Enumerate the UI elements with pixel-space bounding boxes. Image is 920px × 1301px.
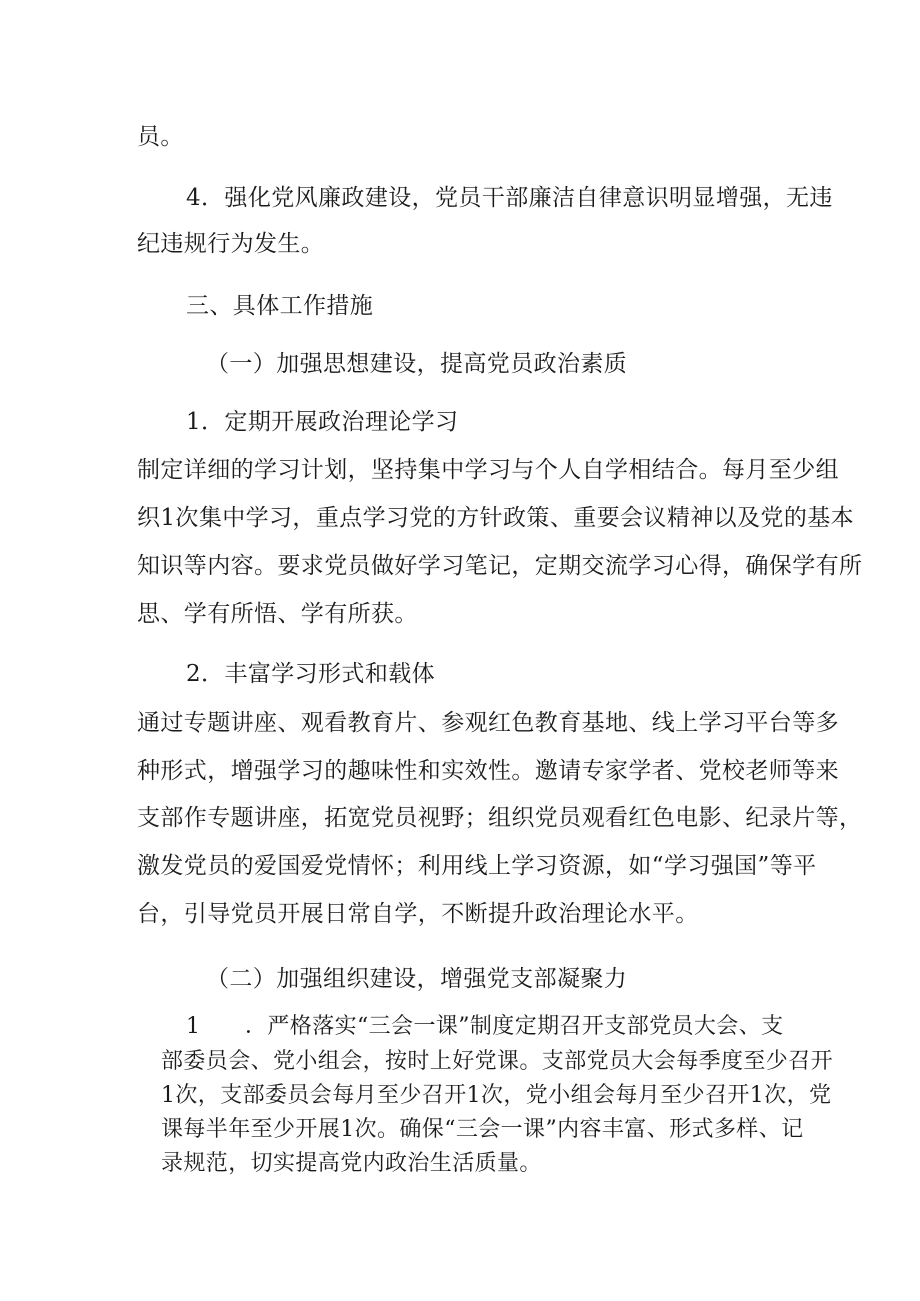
item-1-line-1: 制定详细的学习计划，坚持集中学习与个人自学相结合。每月至少组 xyxy=(137,457,839,483)
item-1-title: 1．定期开展政治理论学习 xyxy=(186,409,459,435)
item-2-line-5: 台，引导党员开展日常自学，不断提升政治理论水平。 xyxy=(137,901,699,927)
item-1-line-2: 织1次集中学习，重点学习党的方针政策、重要会议精神以及党的基本 xyxy=(137,505,855,531)
paragraph-4-line-2: 纪违规行为发生。 xyxy=(137,231,325,257)
subheading-1: （一）加强思想建设，提高党员政治素质 xyxy=(206,351,628,377)
item-2-line-4: 激发党员的爱国爱党情怀；利用线上学习资源，如“学习强国”等平 xyxy=(137,853,817,879)
paragraph-4-line-1: 4．强化党风廉政建设，党员干部廉洁自律意识明显增强，无违 xyxy=(186,185,833,211)
item-2-line-3: 支部作专题讲座，拓宽党员视野；组织党员观看红色电影、纪录片等， xyxy=(137,805,863,831)
paragraph-fragment: 员。 xyxy=(137,124,184,150)
item-3-line-3: 1次，支部委员会每月至少召开1次，党小组会每月至少召开1次，党 xyxy=(161,1083,832,1108)
item-1-line-3: 知识等内容。要求党员做好学习笔记，定期交流学习心得，确保学有所 xyxy=(137,553,863,579)
item-3-number: 1 xyxy=(186,1014,201,1039)
item-1-line-4: 思、学有所悟、学有所获。 xyxy=(137,601,418,627)
section-heading-3: 三、具体工作措施 xyxy=(186,293,374,319)
item-3-line-1: ．严格落实“三会一课”制度定期召开支部党员大会、支 xyxy=(245,1014,784,1039)
item-2-title: 2．丰富学习形式和载体 xyxy=(186,661,436,687)
item-3-line-5: 录规范，切实提高党内政治生活质量。 xyxy=(161,1151,542,1176)
subheading-2: （二）加强组织建设，增强党支部凝聚力 xyxy=(206,966,628,992)
item-2-line-2: 种形式，增强学习的趣味性和实效性。邀请专家学者、党校老师等来 xyxy=(137,758,839,784)
item-3-line-4: 课每半年至少开展1次。确保“三会一课”内容丰富、形式多样、记 xyxy=(161,1117,804,1142)
item-2-line-1: 通过专题讲座、观看教育片、参观红色教育基地、线上学习平台等多 xyxy=(137,710,839,736)
item-3-line-2: 部委员会、党小组会，按时上好党课。支部党员大会每季度至少召开 xyxy=(161,1049,834,1074)
